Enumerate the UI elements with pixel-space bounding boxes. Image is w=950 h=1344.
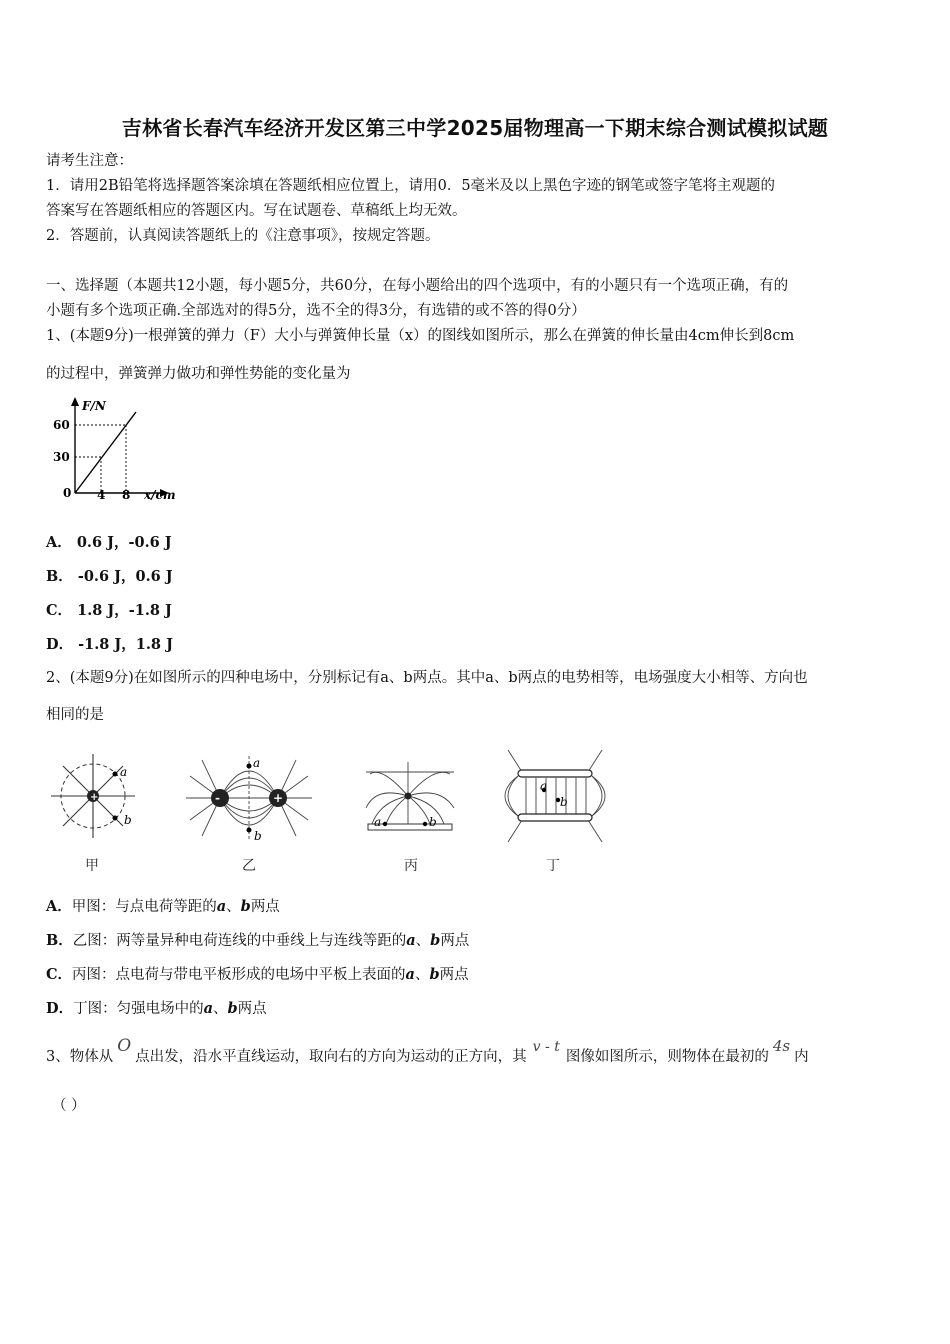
q3-text-3: 图像如图所示，则物体在最初的 <box>565 1049 769 1065</box>
option-sep: 、 <box>212 1001 228 1017</box>
q1-stem-line-1: 1、(本题9分)一根弹簧的弹力（F）大小与弹簧伸长量（x）的图线如图所示，那么在弹簧的伸长量由4cm伸长到8cm <box>46 328 795 344</box>
q1-force-extension-graph <box>46 395 181 510</box>
q3-text-1: 3、物体从 <box>46 1049 114 1065</box>
label-b: b <box>429 815 437 829</box>
point-a <box>113 772 118 777</box>
x-tick-8: 8 <box>122 488 131 502</box>
q2-option-a[interactable] <box>46 897 908 917</box>
option-sep: 、 <box>226 899 241 915</box>
option-text: 乙图：两等量异种电荷连线的中垂线上与连线等距的 <box>72 933 407 949</box>
option-text: 丙图：点电荷与带电平板形成的电场中平板上表面的 <box>72 967 406 983</box>
y-axis-label: F/N <box>82 399 106 413</box>
svg-text:+: + <box>90 792 99 803</box>
figure-ding-parallel-plates <box>500 746 610 846</box>
q1-option-c[interactable] <box>46 599 172 620</box>
label-a: a <box>374 815 382 829</box>
option-letter: D． <box>46 636 74 653</box>
q3-symbol-vt: v - t <box>532 1039 560 1055</box>
option-letter: C． <box>46 602 73 619</box>
label-a: a <box>120 765 128 779</box>
q2-option-b[interactable] <box>46 931 908 951</box>
svg-text:-: - <box>215 791 220 805</box>
q3-text-4: 内 <box>794 1049 809 1065</box>
upper-plate <box>518 770 592 777</box>
label-b: b <box>560 795 568 809</box>
option-text: 甲图：与点电荷等距的 <box>71 899 217 915</box>
point-a <box>383 822 387 826</box>
notice-item-2: 2．答题前，认真阅读答题纸上的《注意事项》，按规定答题。 <box>46 228 440 244</box>
option-var-b: b <box>430 932 441 949</box>
option-text: 1.8 J，-1.8 J <box>77 602 172 619</box>
option-letter: A． <box>46 898 72 915</box>
q3-symbol-o: O <box>117 1036 132 1056</box>
q1-option-a[interactable] <box>46 531 172 552</box>
option-sep: 、 <box>414 967 430 983</box>
q2-stem-line-1: 2、(本题9分)在如图所示的四种电场中，分别标记有a、b两点。其中a、b两点的电势相等，电场强度大小相等、方向也 <box>46 670 808 686</box>
option-var-a: a <box>216 898 227 915</box>
option-var-b: b <box>227 1000 238 1017</box>
point-b <box>423 822 427 826</box>
figure-caption-ding: 丁 <box>546 858 560 874</box>
q3-stem <box>46 1036 908 1067</box>
option-text: 0.6 J，-0.6 J <box>76 534 172 551</box>
label-b: b <box>124 813 132 827</box>
section-intro-line-2: 小题有多个选项正确.全部选对的得5分，选不全的得3分，有选错的或不答的得0分） <box>46 303 586 319</box>
x-axis-label: x/cm <box>144 488 176 502</box>
option-text: 丁图：匀强电场中的 <box>73 1001 204 1017</box>
force-line <box>75 412 136 493</box>
svg-text:+: + <box>273 791 284 805</box>
section-intro-line-1: 一、选择题（本题共12小题，每小题5分，共60分，在每小题给出的四个选项中，有的小题只有一个选项正确，有的 <box>46 278 789 294</box>
point-b <box>247 828 252 833</box>
q1-stem-line-2: 的过程中，弹簧弹力做功和弹性势能的变化量为 <box>46 366 351 382</box>
page-title: 吉林省长春汽车经济开发区第三中学2025届物理高一下期末综合测试模拟试题 <box>121 116 829 140</box>
figure-jia-point-charge <box>48 752 138 842</box>
notice-item-1-line-2: 答案写在答题纸相应的答题区内。写在试题卷、草稿纸上均无效。 <box>46 203 467 219</box>
lower-plate <box>518 814 592 821</box>
point-b <box>113 816 118 821</box>
option-letter: B． <box>46 932 73 949</box>
label-a: a <box>253 756 261 770</box>
q2-option-c[interactable] <box>46 965 908 985</box>
y-tick-30: 30 <box>53 450 70 464</box>
q1-option-b[interactable] <box>46 565 173 586</box>
negative-charge <box>211 789 229 807</box>
point-charge <box>405 793 412 800</box>
option-var-b: b <box>429 966 440 983</box>
notice-item-1-line-1: 1．请用2B铅笔将选择题答案涂填在答题纸相应位置上，请用0．5毫米及以上黑色字迹的钢笔或签字笔将主观题的 <box>46 178 776 194</box>
q2-option-d[interactable] <box>46 999 908 1019</box>
figure-caption-yi: 乙 <box>242 858 256 874</box>
figure-bing-charge-and-plate <box>362 752 462 844</box>
option-text-end: 两点 <box>440 933 470 949</box>
option-var-a: a <box>405 966 415 983</box>
y-tick-60: 60 <box>53 418 70 432</box>
option-var-b: b <box>240 898 251 915</box>
q1-option-d[interactable] <box>46 633 173 654</box>
option-letter: A． <box>46 534 72 551</box>
option-text-end: 两点 <box>237 1001 267 1017</box>
origin-label: 0 <box>63 486 72 500</box>
option-letter: B． <box>46 568 73 585</box>
option-sep: 、 <box>415 933 431 949</box>
option-letter: C． <box>46 966 73 983</box>
label-a: a <box>540 779 548 793</box>
q3-text-2: 点出发，沿水平直线运动，取向右的方向为运动的正方向，其 <box>135 1049 527 1065</box>
figure-yi-dipole <box>182 752 317 844</box>
x-tick-4: 4 <box>97 488 106 502</box>
option-text: -0.6 J，0.6 J <box>77 568 173 585</box>
option-text: -1.8 J，1.8 J <box>78 636 173 653</box>
option-var-a: a <box>203 1000 213 1017</box>
q3-symbol-4s: 4s <box>772 1037 791 1055</box>
q3-answer-blank: （ ） <box>52 1098 86 1114</box>
label-b: b <box>254 829 262 843</box>
option-letter: D． <box>46 1000 74 1017</box>
q2-stem-line-2: 相同的是 <box>46 707 104 723</box>
point-a <box>247 764 252 769</box>
option-text-end: 两点 <box>439 967 469 983</box>
notice-heading: 请考生注意： <box>46 153 133 169</box>
y-axis-arrow <box>71 397 79 406</box>
option-text-end: 两点 <box>250 899 280 915</box>
option-var-a: a <box>406 932 416 949</box>
figure-caption-bing: 丙 <box>404 858 418 874</box>
figure-caption-jia: 甲 <box>85 858 99 874</box>
